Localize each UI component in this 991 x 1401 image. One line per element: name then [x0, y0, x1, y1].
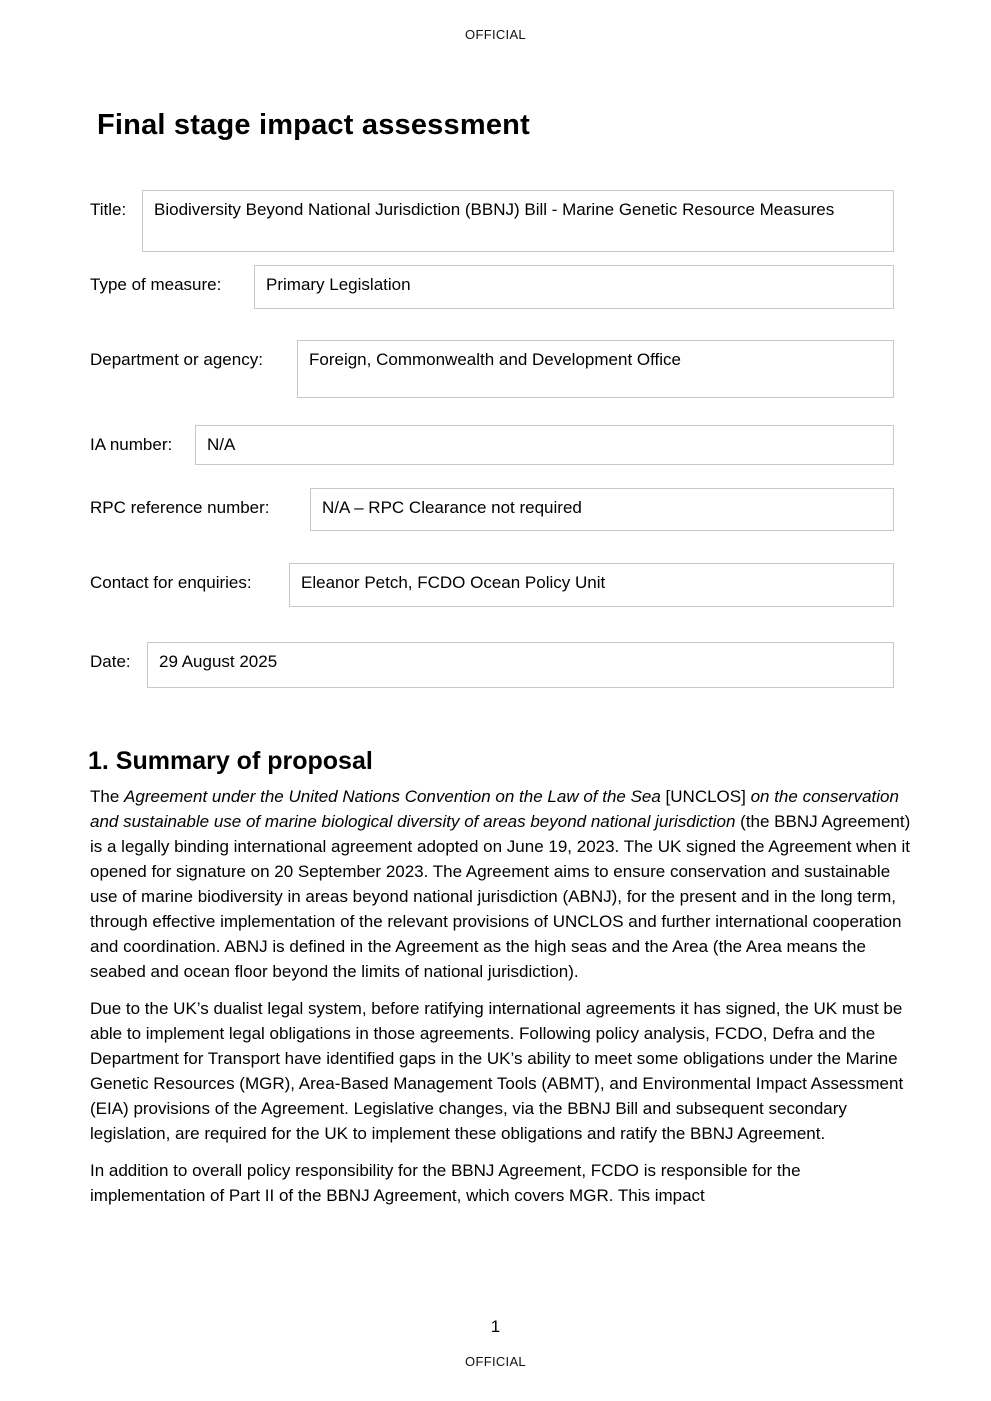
- type-of-measure-field-value[interactable]: Primary Legislation: [254, 265, 894, 309]
- page-number: 1: [490, 1317, 501, 1336]
- date-field-value[interactable]: 29 August 2025: [147, 642, 894, 688]
- paragraph-1-unclos: [UNCLOS]: [660, 787, 751, 806]
- paragraph-1-rest: (the BBNJ Agreement) is a legally binding international agreement adopted on June 19, 2023. The UK signed the Agreement when it opened for signature on 20 September 2023. The Agreement aims to ensure conservation and sustainable use of marine biodiversity in areas beyond national jurisdiction (ABNJ), for the present and in the long term, through effective implementation of the relevant provisions of UNCLOS and further international cooperation and coordination. ABNJ is defined in the Agreement as the high seas and the Area (the Area means the seabed and ocean floor beyond the limits of national jurisdiction).: [90, 812, 911, 981]
- ia-number-field-label: IA number:: [90, 435, 173, 454]
- rpc-reference-field-value[interactable]: N/A – RPC Clearance not required: [310, 488, 894, 531]
- title-field-label: Title:: [90, 200, 127, 219]
- summary-paragraph-2: Due to the UK’s dualist legal system, before ratifying international agreements it has signed, the UK must be able to implement legal obligations in those agreements. Following policy analysis, FCDO, Defra and the Department for Transport have identified gaps in the UK’s ability to meet some obligations under the Marine Genetic Resources (MGR), Area-Based Management Tools (ABMT), and Environmental Impact Assessment (EIA) provisions of the Agreement. Legislative changes, via the BBNJ Bill and subsequent secondary legislation, are required for the UK to implement these obligations and ratify the BBNJ Agreement.: [90, 999, 904, 1143]
- document-title: Final stage impact assessment: [97, 109, 530, 141]
- form-row-rpc-reference: [90, 488, 894, 531]
- form-row-department: [90, 340, 894, 398]
- paragraph-1-lead: The: [90, 787, 125, 806]
- summary-section-heading: 1. Summary of proposal: [88, 747, 373, 775]
- department-field-label: Department or agency:: [90, 350, 263, 369]
- date-field-label: Date:: [90, 652, 131, 671]
- form-row-date: [90, 642, 894, 688]
- form-row-contact: [90, 563, 894, 607]
- agreement-subtitle-italic: on the conservation and sustainable use of marine biological diversity of areas beyond national jurisdiction: [90, 787, 899, 831]
- summary-paragraph-1: [90, 784, 914, 984]
- summary-section-body: [90, 784, 914, 1220]
- title-field-value[interactable]: Biodiversity Beyond National Jurisdiction (BBNJ) Bill - Marine Genetic Resource Measures: [142, 190, 894, 252]
- form-row-ia-number: [90, 425, 894, 465]
- form-row-title: [90, 190, 894, 252]
- department-field-value[interactable]: Foreign, Commonwealth and Development Office: [297, 340, 894, 398]
- type-of-measure-field-label: Type of measure:: [90, 275, 222, 294]
- classification-banner-bottom: OFFICIAL: [465, 1354, 526, 1369]
- rpc-reference-field-label: RPC reference number:: [90, 498, 270, 517]
- ia-number-field-value[interactable]: N/A: [195, 425, 894, 465]
- classification-banner-top: OFFICIAL: [465, 27, 526, 42]
- contact-field-value[interactable]: Eleanor Petch, FCDO Ocean Policy Unit: [289, 563, 894, 607]
- contact-field-label: Contact for enquiries:: [90, 573, 252, 592]
- impact-assessment-form: [90, 190, 894, 688]
- form-row-type-of-measure: [90, 265, 894, 309]
- summary-paragraph-3: In addition to overall policy responsibility for the BBNJ Agreement, FCDO is responsible for the implementation of Part II of the BBNJ Agreement, which covers MGR. This impact: [90, 1161, 801, 1205]
- agreement-title-italic: Agreement under the United Nations Convention on the Law of the Sea: [124, 787, 661, 806]
